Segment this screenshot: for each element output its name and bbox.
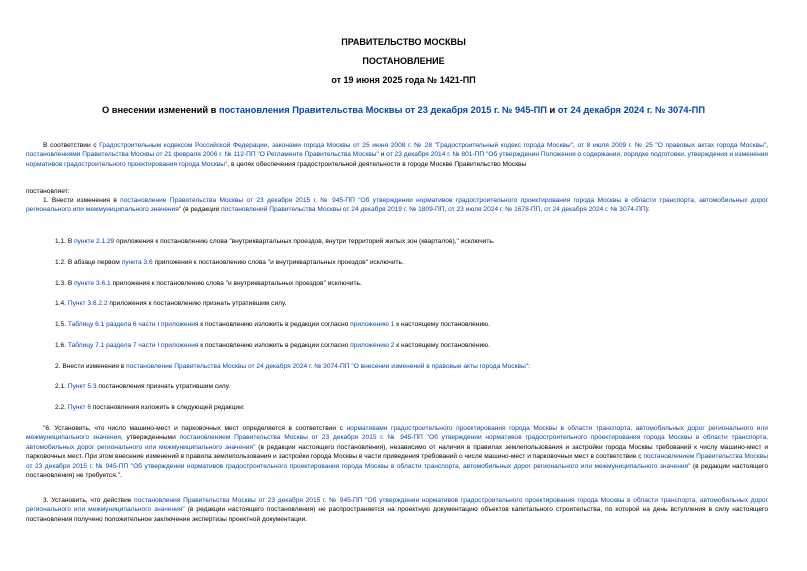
link-decree-3074-full[interactable]: постановление Правительства Москвы от 24 декабря 2024 г. № 3074-ПП "О внесении изменений в правовые акты города Москвы" [126, 363, 529, 370]
text: приложения к постановлению слова "внутриквартальных проездов, внутри территорий жилых зон (кварталов)," исключить. [114, 238, 495, 245]
link-point-3-6[interactable]: пункта 3.6 [121, 259, 153, 266]
item-1-5 [55, 320, 490, 329]
item-1-2 [55, 258, 404, 267]
text: : [528, 363, 530, 370]
link-grad-code-rf[interactable]: Градостроительным кодексом Российской Федерации [99, 142, 268, 149]
text: к постановлению изложить в редакции согласно [198, 342, 351, 349]
text: (в редакции [181, 206, 222, 214]
preamble-paragraph [26, 141, 768, 169]
item-1-1 [55, 237, 495, 246]
link-norms[interactable]: нормативами градостроительного проектирования города Москвы в области транспорта, автомобильных дорог регионального или межмуниципального значения [26, 425, 768, 442]
text: , в целях обеспечения градостроительной деятельности в городе Москве Правительство Москвы [227, 160, 527, 168]
text: (в редакции настоящего постановления) не требуется.". [26, 462, 768, 480]
text: "6. Установить, что число машино-мест и парковочных мест определяется в соответствии с [43, 425, 347, 432]
link-point-3-6-2-2[interactable]: Пункт 3.6.2.2 [67, 300, 108, 307]
date-number-heading: от 19 июня 2025 года № 1421-ПП [331, 75, 476, 85]
text: приложения к постановлению слова "и внутриквартальных проездов" исключить. [110, 280, 362, 287]
title-link-3074[interactable]: от 24 декабря 2024 г. № 3074-ПП [557, 105, 706, 115]
text: 1.2. В абзаце первом [55, 259, 122, 266]
text: , [766, 142, 768, 149]
quote-paragraph [26, 424, 768, 480]
text: (в редакции настоящего постановления) не распространяется на проектную документацию объектов капитального строительства, по которой на день вступления в силу настоящего постановления получено положительное заключение экспертизы проектной документации. [26, 506, 768, 523]
link-decree-945[interactable]: постановление Правительства Москвы от 23 декабря 2015 г. № 945-ПП "Об утверждении нормативов градостроительного проектирования города Москвы в области транспорта, автомобильных дорог регионального или межмуниципального значения" [26, 197, 768, 214]
link-decree-1678[interactable]: от 23 июля 2024 г. № 1678-ПП [448, 206, 541, 214]
item-1-3 [55, 279, 362, 288]
link-table-7-1[interactable]: Таблицу 7.1 раздела 7 части I приложения [67, 342, 199, 349]
link-appendix-2[interactable]: приложению 2 [350, 342, 395, 349]
text: , [267, 142, 273, 149]
item-3 [26, 496, 768, 524]
text: приложения к постановлению признать утратившим силу. [107, 300, 287, 307]
text: (в редакции настоящего постановления), независимо от наличия в правилах землепользования и застройки города Москвы требований к числу машино-мест и парковочных мест. При этом внесение изменений в правила землепользования и застройки города Москвы в части приведения требований о числе машино-мест и парковочных мест в соответствие с [26, 443, 769, 461]
text: 1.5. [55, 321, 68, 328]
link-point-3-6-1[interactable]: пункте 3.6.1 [74, 280, 111, 287]
link-table-6-1[interactable]: Таблицу 6.1 раздела 6 части I приложения [67, 321, 199, 328]
item-2-1 [55, 382, 230, 391]
link-point-6[interactable]: Пункт 6 [67, 404, 91, 411]
link-point-5-3[interactable]: Пункт 5.3 [67, 383, 97, 390]
text: 1.1. В [55, 238, 75, 245]
link-decree-945-a[interactable]: постановлением Правительства Москвы от 23 декабря 2015 г. № 945-ПП "Об утверждении нормативов градостроительного проектирования города Москвы в области транспорта, автомобильных дорог регионального или межмуниципального значения" [26, 434, 768, 451]
text: , [444, 206, 449, 214]
text: 1. Внести изменения в [43, 197, 121, 204]
item-2 [55, 362, 530, 371]
link-decree-1809[interactable]: постановлений Правительства Москвы от 24 декабря 2019 г. № 1809-ПП [221, 206, 445, 214]
link-appendix-1[interactable]: приложению 1 [350, 321, 395, 328]
link-point-2-1-29[interactable]: пункте 2.1.29 [74, 238, 115, 245]
text: , утвержденными [120, 434, 180, 442]
text: и [378, 151, 387, 159]
item-1-6 [55, 341, 490, 350]
text: к настоящему постановлению. [394, 321, 490, 328]
link-law-25[interactable]: от 8 июля 2009 г. № 25 "О правовых актах города Москвы" [577, 142, 767, 149]
item-1 [26, 196, 768, 215]
text: 3. Установить, что действие [43, 497, 135, 504]
text: , [572, 142, 578, 149]
text: постановления признать утратившим силу. [96, 383, 231, 390]
doc-type-heading: ПОСТАНОВЛЕНИЕ [362, 56, 445, 66]
link-decree-945-b[interactable]: постановлением Правительства Москвы от 23 декабря 2015 г. № 945-ПП "Об утверждении нормативов градостроительного проектирования города Москвы в области транспорта, автомобильных дорог регионального или межмуниципального значения" [26, 453, 768, 470]
text: В соответствии с [43, 142, 100, 149]
text: , [540, 206, 545, 214]
text: 2. Внести изменения в [55, 363, 127, 370]
text: 2.1. [55, 383, 68, 390]
text: постановления изложить в следующей редакции: [91, 404, 245, 411]
link-law-28[interactable]: законами города Москвы от 25 июня 2008 г. № 28 "Градостроительный кодекс города Москвы" [272, 142, 573, 149]
document-title [0, 104, 807, 116]
text: к постановлению изложить в редакции согласно [198, 321, 351, 328]
title-mid: и [546, 105, 558, 115]
title-link-945[interactable]: постановления Правительства Москвы от 23 декабря 2015 г. № 945-ПП [218, 105, 547, 115]
government-heading: ПРАВИТЕЛЬСТВО МОСКВЫ [341, 37, 466, 47]
link-decree-112[interactable]: постановлениями Правительства Москвы от 21 февраля 2006 г. № 112-ПП "О Регламенте Правительства Москвы" [26, 151, 379, 159]
item-2-2 [55, 403, 245, 412]
link-decree-801[interactable]: от 23 декабря 2014 г. № 801-ПП "Об утверждении Положения о содержании, порядке подготовки, утверждения и изменения нормативов градостроительного проектирования города Москвы" [26, 151, 768, 168]
text: приложения к постановлению слова "и внутриквартальных проездов" исключить. [152, 259, 404, 266]
link-decree-3074[interactable]: от 24 декабря 2024 г. № 3074-ПП [544, 206, 646, 214]
text: к настоящему постановлению. [394, 342, 490, 349]
text: 1.6. [55, 342, 68, 349]
decree-word: постановляет: [26, 188, 70, 195]
item-1-4 [55, 299, 286, 308]
link-decree-945-c[interactable]: постановления Правительства Москвы от 23 декабря 2015 г. № 945-ПП "Об утверждении нормативов градостроительного проектирования города Москвы в области транспорта, автомобильных дорог регионального или межмуниципального значения" [26, 497, 769, 514]
title-prefix: О внесении изменений в [101, 105, 219, 115]
text: 2.2. [55, 404, 68, 411]
text: ): [645, 206, 650, 214]
text: 1.3. В [55, 280, 75, 287]
text: 1.4. [55, 300, 68, 307]
